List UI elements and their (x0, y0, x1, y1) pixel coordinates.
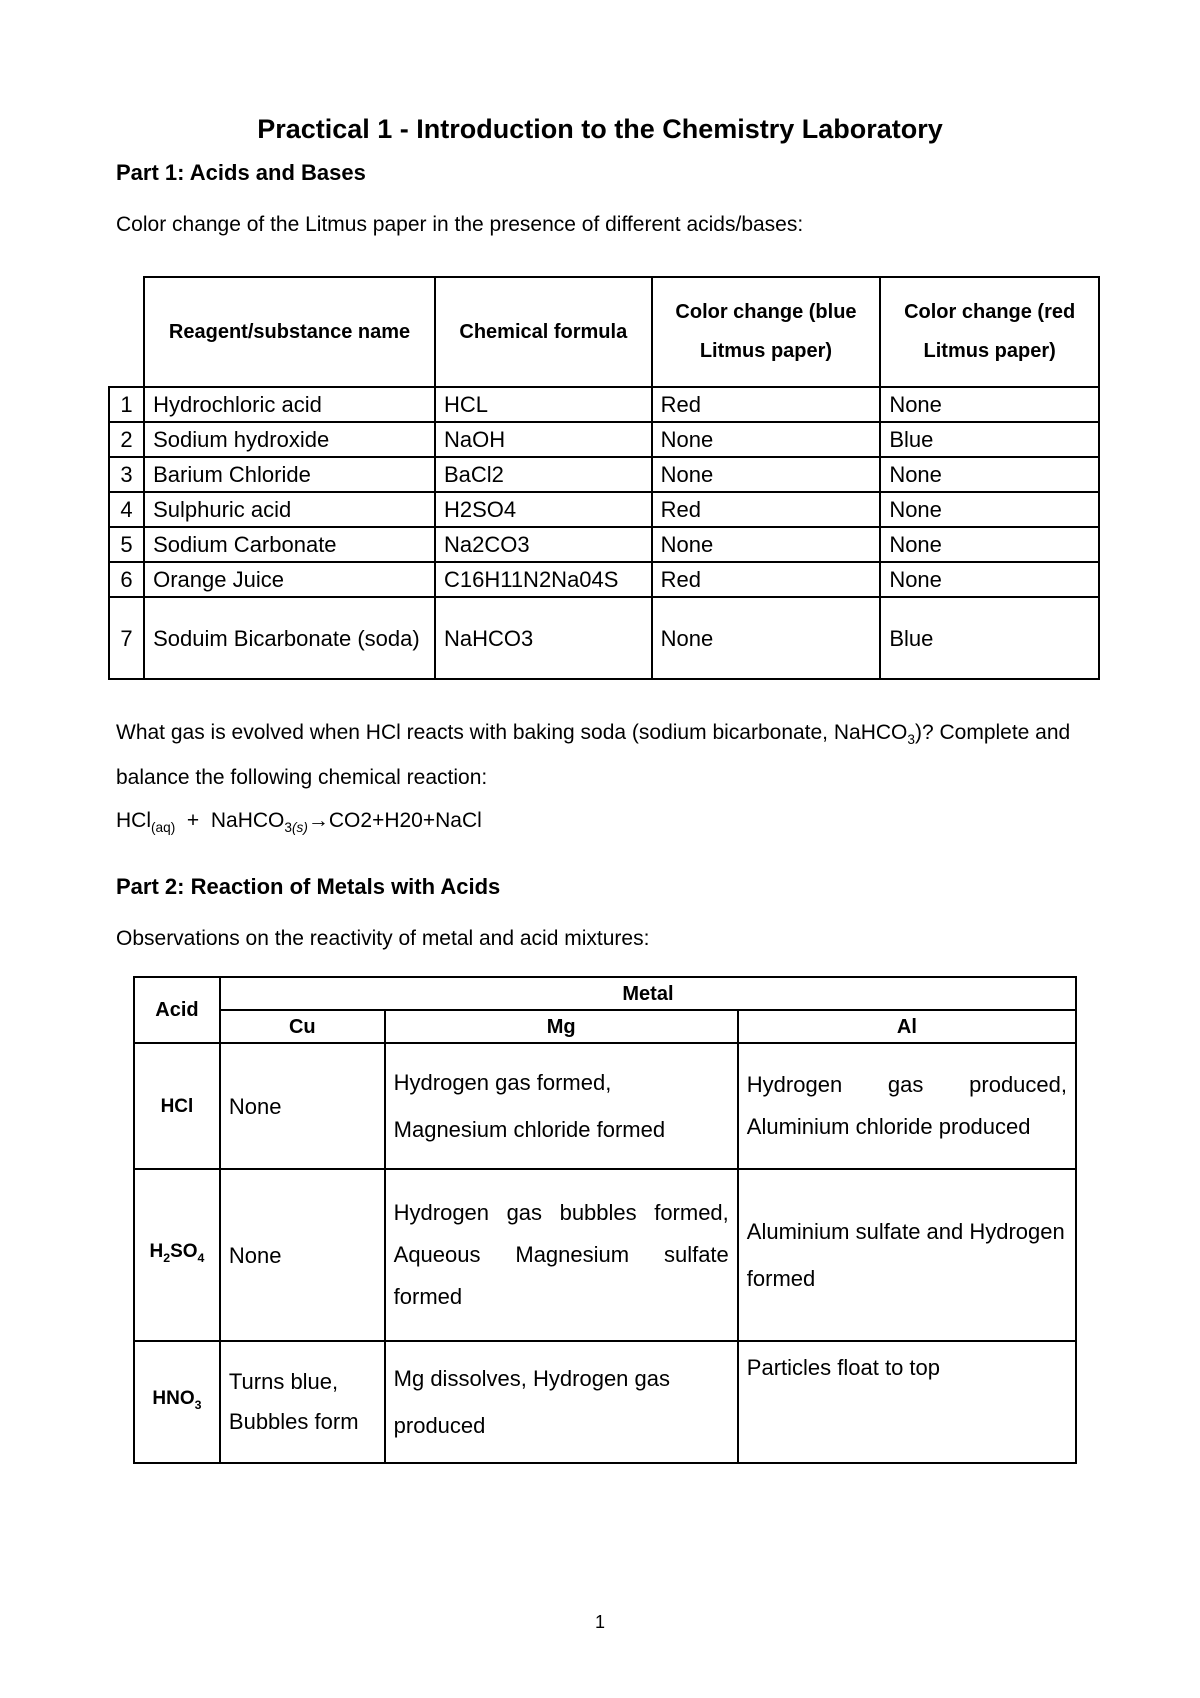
row-number: 3 (109, 457, 144, 492)
red-litmus-result: None (880, 562, 1099, 597)
chemical-formula: NaHCO3 (435, 597, 652, 679)
table-row (109, 527, 1099, 562)
acid-name: HCl (134, 1043, 220, 1169)
table-row (109, 457, 1099, 492)
chemical-formula: HCL (435, 387, 652, 422)
table-row (109, 562, 1099, 597)
mg-observation: Mg dissolves, Hydrogen gas produced (385, 1341, 738, 1463)
cu-observation: None (220, 1043, 385, 1169)
header-blank-cell (109, 277, 144, 387)
acid-name: $H_2SO_4$ (134, 1169, 220, 1341)
header-metal: Metal (220, 977, 1076, 1010)
blue-litmus-result: Red (652, 562, 881, 597)
red-litmus-result: None (880, 457, 1099, 492)
reaction-equation (116, 802, 482, 847)
blue-litmus-result: None (652, 422, 881, 457)
blue-litmus-result: None (652, 527, 881, 562)
header-red-litmus: Color change (red Litmus paper) (880, 277, 1099, 387)
reagent-name: Hydrochloric acid (144, 387, 435, 422)
header-acid: Acid (134, 977, 220, 1043)
chemical-formula: Na2CO3 (435, 527, 652, 562)
row-number: 1 (109, 387, 144, 422)
eq-state-s: (s) (291, 820, 308, 836)
table-row (134, 1169, 1076, 1341)
red-litmus-result: None (880, 527, 1099, 562)
header-blue-litmus: Color change (blue Litmus paper) (652, 277, 881, 387)
row-number: 7 (109, 597, 144, 679)
header-al: Al (738, 1010, 1076, 1043)
question-text-end: )? Complete and balance the following chemical reaction: (116, 721, 1071, 790)
table-row (109, 422, 1099, 457)
reagent-name: Orange Juice (144, 562, 435, 597)
question-text: What gas is evolved when HCl reacts with baking soda (sodium bicarbonate, NaHCO (116, 721, 908, 744)
chemical-formula: NaOH (435, 422, 652, 457)
blue-litmus-result: None (652, 597, 881, 679)
red-litmus-result: None (880, 492, 1099, 527)
eq-reactant-nahco3: NaHCO (210, 809, 285, 832)
metals-table (133, 976, 1077, 1464)
cu-observation: None (220, 1169, 385, 1341)
eq-products: →CO2+H20+NaCl (307, 809, 482, 832)
question-subscript: 3 (907, 732, 915, 748)
metals-subheader-row (134, 1010, 1076, 1043)
chemical-formula: H2SO4 (435, 492, 652, 527)
page-title: Practical 1 - Introduction to the Chemistry Laboratory (257, 114, 943, 144)
part1-intro: Color change of the Litmus paper in the presence of different acids/bases: (116, 213, 804, 236)
row-number: 2 (109, 422, 144, 457)
eq-state-aq: (aq) (151, 820, 176, 836)
chemical-formula: C16H11N2Na04S (435, 562, 652, 597)
al-observation: Aluminium sulfate and Hydrogen formed (738, 1169, 1076, 1341)
blue-litmus-result: None (652, 457, 881, 492)
table-row (134, 1043, 1076, 1169)
table-row (109, 387, 1099, 422)
blue-litmus-result: Red (652, 492, 881, 527)
red-litmus-result: Blue (880, 597, 1099, 679)
metals-header-row (134, 977, 1076, 1010)
reagent-name: Sodium Carbonate (144, 527, 435, 562)
al-observation: Particles float to top (738, 1341, 1076, 1463)
table-row (134, 1341, 1076, 1463)
litmus-table (108, 276, 1100, 680)
blue-litmus-result: Red (652, 387, 881, 422)
eq-plus: + (175, 809, 211, 832)
row-number: 5 (109, 527, 144, 562)
part2-intro: Observations on the reactivity of metal and acid mixtures: (116, 927, 650, 950)
reagent-name: Soduim Bicarbonate (soda) (144, 597, 435, 679)
reagent-name: Sodium hydroxide (144, 422, 435, 457)
table-row (109, 492, 1099, 527)
eq-subscript: 3 (284, 820, 292, 836)
header-mg: Mg (385, 1010, 738, 1043)
row-number: 4 (109, 492, 144, 527)
header-reagent: Reagent/substance name (144, 277, 435, 387)
chemical-formula: BaCl2 (435, 457, 652, 492)
red-litmus-result: None (880, 387, 1099, 422)
row-number: 6 (109, 562, 144, 597)
gas-question (116, 714, 1106, 797)
eq-reactant-hcl: HCl (116, 809, 151, 832)
page-number: 1 (594, 1612, 605, 1632)
mg-observation: Hydrogen gas bubbles formed, Aqueous Magnesium sulfate formed (385, 1169, 738, 1341)
reagent-name: Barium Chloride (144, 457, 435, 492)
mg-observation: Hydrogen gas formed, Magnesium chloride formed (385, 1043, 738, 1169)
table-row (109, 597, 1099, 679)
acid-name: $HNO_3$ (134, 1341, 220, 1463)
header-formula: Chemical formula (435, 277, 652, 387)
header-cu: Cu (220, 1010, 385, 1043)
al-observation: Hydrogen gas produced, Aluminium chloride produced (738, 1043, 1076, 1169)
reagent-name: Sulphuric acid (144, 492, 435, 527)
cu-observation: Turns blue, Bubbles form (220, 1341, 385, 1463)
red-litmus-result: Blue (880, 422, 1099, 457)
part2-heading: Part 2: Reaction of Metals with Acids (116, 874, 501, 899)
litmus-header-row (109, 277, 1099, 387)
part1-heading: Part 1: Acids and Bases (116, 160, 366, 185)
